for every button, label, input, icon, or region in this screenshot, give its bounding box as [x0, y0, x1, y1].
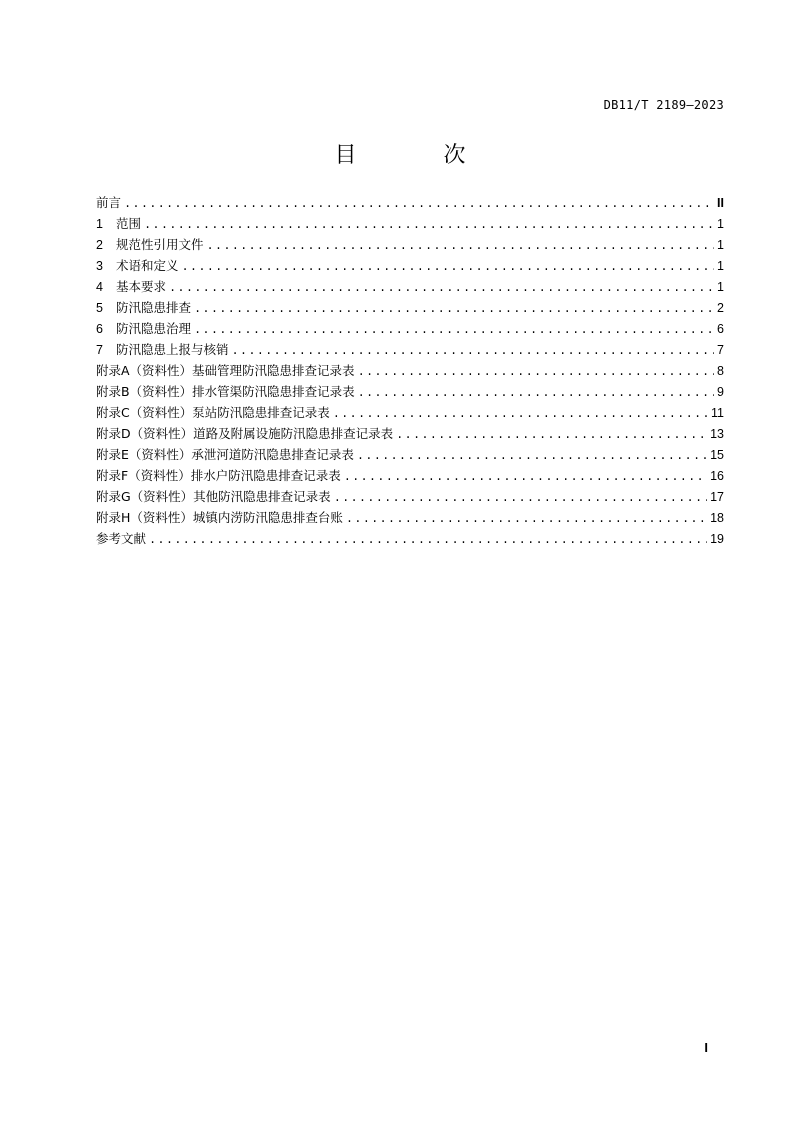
- toc-entry-appendix-c[interactable]: [96, 402, 724, 423]
- toc-entry-label: 附录E（资料性）承泄河道防汛隐患排查记录表: [96, 447, 354, 462]
- toc-entry-hazard-remediation[interactable]: [96, 318, 724, 339]
- toc-dot-leader: [194, 320, 714, 341]
- toc-dot-leader: [358, 362, 714, 383]
- toc-dot-leader: [344, 467, 707, 488]
- toc-dot-leader: [144, 215, 714, 236]
- toc-entry-page: 1: [717, 238, 724, 252]
- toc-entry-label: 防汛隐患排查: [116, 300, 192, 315]
- toc-entry-appendix-a[interactable]: [96, 360, 724, 381]
- toc-entry-number: 7: [96, 343, 103, 357]
- document-code: DB11/T 2189—2023: [603, 98, 724, 112]
- toc-entry-page: 16: [710, 469, 724, 483]
- page-title: 目 次: [334, 143, 506, 168]
- toc-dot-leader: [207, 236, 715, 257]
- toc-entry-scope[interactable]: [96, 213, 724, 234]
- table-of-contents: [96, 192, 724, 549]
- toc-entry-appendix-d[interactable]: [96, 423, 724, 444]
- toc-entry-page: 17: [710, 490, 724, 504]
- toc-entry-number: 4: [96, 280, 103, 294]
- toc-entry-page: 19: [710, 532, 724, 546]
- toc-entry-label: 术语和定义: [116, 258, 179, 273]
- toc-dot-leader: [357, 446, 707, 467]
- toc-entry-label: 附录H（资料性）城镇内涝防汛隐患排查台账: [96, 510, 343, 525]
- toc-entry-bibliography[interactable]: [96, 528, 724, 549]
- toc-entry-page: 11: [711, 406, 724, 420]
- toc-entry-label: 规范性引用文件: [116, 237, 204, 252]
- toc-entry-page: 1: [717, 259, 724, 273]
- toc-entry-appendix-f[interactable]: [96, 465, 724, 486]
- toc-entry-label: 参考文献: [96, 531, 147, 546]
- toc-entry-label: 附录B（资料性）排水管渠防汛隐患排查记录表: [96, 384, 355, 399]
- toc-entry-label: 附录D（资料性）道路及附属设施防汛隐患排查记录表: [96, 426, 394, 441]
- toc-entry-page: 15: [710, 448, 724, 462]
- toc-entry-number: 5: [96, 301, 103, 315]
- toc-entry-page: 9: [717, 385, 724, 399]
- toc-dot-leader: [358, 383, 714, 404]
- toc-entry-label: 附录F（资料性）排水户防汛隐患排查记录表: [96, 468, 341, 483]
- toc-entry-label: 附录G（资料性）其他防汛隐患排查记录表: [96, 489, 331, 504]
- toc-entry-page: 6: [717, 322, 724, 336]
- toc-entry-page: 13: [710, 427, 724, 441]
- toc-dot-leader: [334, 488, 707, 509]
- toc-entry-label: 附录C（资料性）泵站防汛隐患排查记录表: [96, 405, 330, 420]
- toc-entry-appendix-h[interactable]: [96, 507, 724, 528]
- toc-entry-number: 6: [96, 322, 103, 336]
- toc-entry-number: 1: [96, 217, 103, 231]
- toc-entry-number: 3: [96, 259, 103, 273]
- toc-entry-foreword[interactable]: [96, 192, 724, 213]
- toc-entry-label: 范围: [116, 216, 142, 231]
- toc-dot-leader: [346, 509, 707, 530]
- toc-dot-leader: [396, 425, 707, 446]
- toc-dot-leader: [149, 530, 707, 551]
- toc-entry-page: 8: [717, 364, 724, 378]
- toc-entry-page: II: [717, 196, 724, 210]
- toc-entry-page: 2: [717, 301, 724, 315]
- toc-dot-leader: [169, 278, 714, 299]
- toc-entry-label: 前言: [96, 195, 122, 210]
- toc-entry-page: 1: [717, 280, 724, 294]
- toc-dot-leader: [194, 299, 714, 320]
- page-number: I: [704, 1040, 708, 1055]
- toc-entry-label: 附录A（资料性）基础管理防汛隐患排查记录表: [96, 363, 355, 378]
- toc-entry-terms-definitions[interactable]: [96, 255, 724, 276]
- toc-entry-hazard-inspection[interactable]: [96, 297, 724, 318]
- toc-entry-page: 7: [717, 343, 724, 357]
- toc-entry-page: 1: [717, 217, 724, 231]
- toc-entry-appendix-g[interactable]: [96, 486, 724, 507]
- toc-entry-label: 防汛隐患治理: [116, 321, 192, 336]
- toc-dot-leader: [124, 194, 714, 215]
- toc-entry-number: 2: [96, 238, 103, 252]
- toc-entry-basic-requirements[interactable]: [96, 276, 724, 297]
- toc-entry-appendix-e[interactable]: [96, 444, 724, 465]
- toc-entry-reporting-closure[interactable]: [96, 339, 724, 360]
- toc-entry-label: 基本要求: [116, 279, 167, 294]
- toc-entry-label: 防汛隐患上报与核销: [116, 342, 229, 357]
- toc-entry-normative-references[interactable]: [96, 234, 724, 255]
- toc-entry-appendix-b[interactable]: [96, 381, 724, 402]
- toc-dot-leader: [182, 257, 715, 278]
- toc-entry-page: 18: [710, 511, 724, 525]
- toc-dot-leader: [333, 404, 708, 425]
- toc-dot-leader: [232, 341, 715, 362]
